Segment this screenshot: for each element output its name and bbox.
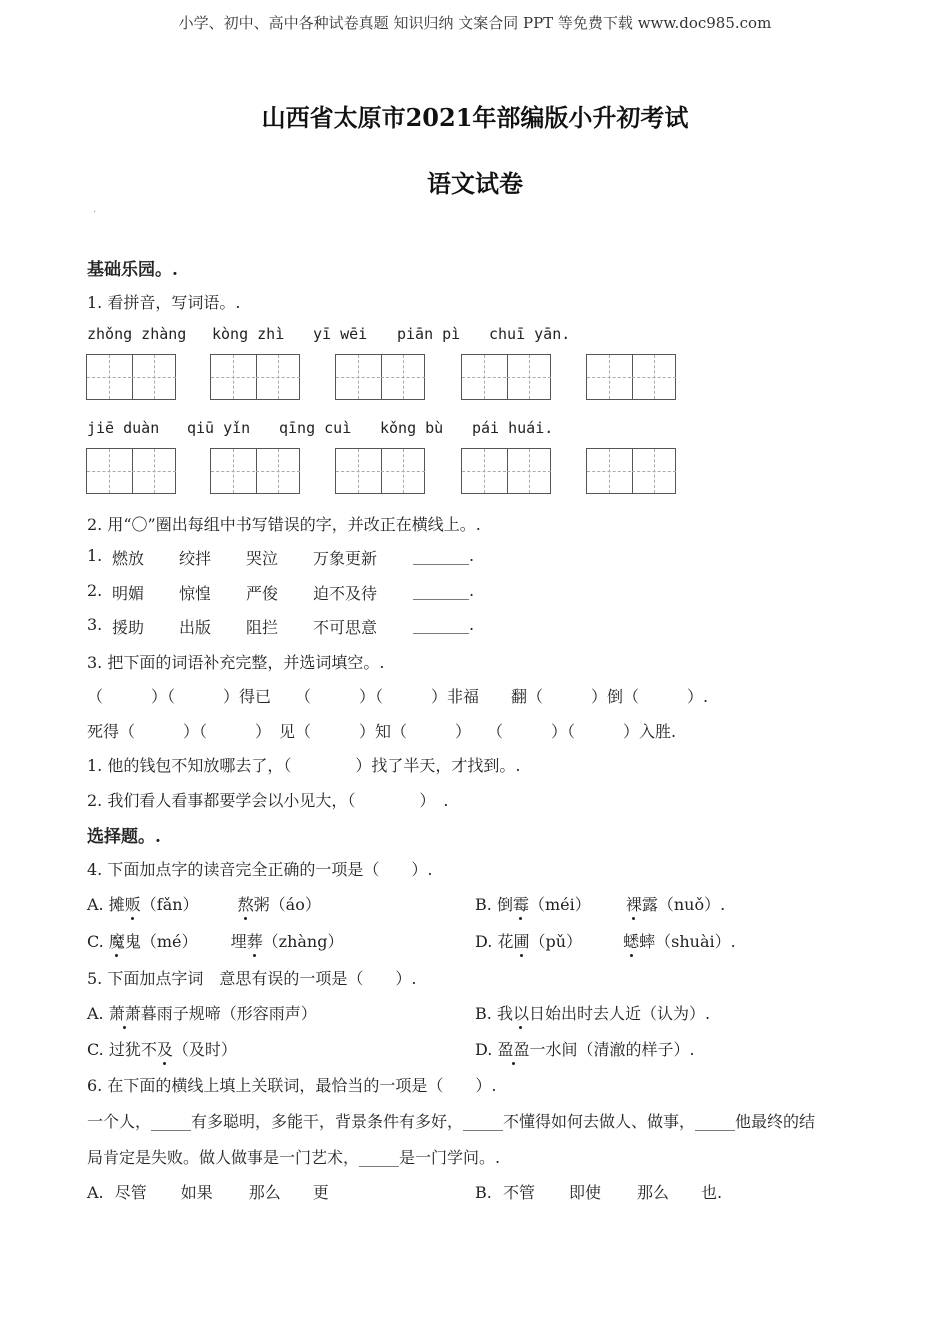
pinyin-6: jiē duàn — [87, 419, 160, 437]
q2-row-number: 3. — [87, 615, 103, 634]
section-choice: 选择题。. — [87, 827, 161, 847]
q2-row-number: 2. — [87, 581, 103, 600]
q2-word: 不可思意 — [313, 618, 378, 637]
pinyin-9: kǒng bù — [380, 419, 444, 437]
q2-word: 迫不及待 — [313, 584, 378, 603]
q2-word: 阻拦 — [246, 618, 279, 637]
q5-option-d[interactable]: D. 盈盈一水间（清澈的样子）. — [475, 1037, 695, 1060]
exam-title: 山西省太原市2021年部编版小升初考试 — [261, 103, 689, 132]
writing-grid[interactable] — [210, 354, 300, 400]
question-5: 5. 下面加点字词 意思有误的一项是（ ）. — [87, 969, 417, 988]
q6-passage-line-2: 局肯定是失败。做人做事是一门艺术，_____是一门学问。. — [87, 1148, 501, 1167]
q3-sentence-1: 1. 他的钱包不知放哪去了，（ ）找了半天，才找到。. — [87, 756, 521, 775]
q2-word: 援助 — [112, 618, 145, 637]
writing-grid[interactable] — [461, 448, 551, 494]
q2-answer-blank[interactable]: _______. — [413, 581, 475, 600]
writing-grid[interactable] — [586, 448, 676, 494]
q2-answer-blank[interactable]: _______. — [413, 615, 475, 634]
question-3: 3. 把下面的词语补充完整，并选词填空。. — [87, 653, 385, 672]
q6-option-a[interactable]: A. 尽管 如果 那么 更 — [87, 1183, 329, 1202]
q2-word: 绞拌 — [179, 549, 212, 568]
question-2: 2. 用“〇”圈出每组中书写错误的字，并改正在横线上。. — [87, 515, 481, 534]
section-basics: 基础乐园。. — [87, 260, 178, 280]
pinyin-2: kòng zhì — [212, 325, 285, 343]
q2-row-number: 1. — [87, 546, 103, 565]
writing-grid[interactable] — [335, 354, 425, 400]
site-header[interactable]: 小学、初中、高中各种试卷真题 知识归纳 文案合同 PPT 等免费下载 www.doc985.com — [178, 14, 772, 32]
q3-idiom-row-1: （ ）（ ）得已 （ ）（ ）非福 翻（ ）倒（ ）. — [87, 687, 709, 706]
writing-grid[interactable] — [461, 354, 551, 400]
q4-option-c[interactable]: C. 魔鬼（mé） 埋葬（zhàng） — [87, 929, 343, 952]
q2-word: 出版 — [179, 618, 212, 637]
pinyin-10: pái huái. — [472, 419, 554, 437]
pinyin-8: qīng cuì — [279, 419, 352, 437]
q2-word: 严俊 — [246, 584, 279, 603]
q4-option-d[interactable]: D. 花圃（pǔ） 蟋蟀（shuài）. — [475, 929, 736, 952]
pinyin-4: piān pì — [397, 325, 461, 343]
exam-subtitle: 语文试卷 — [427, 169, 523, 198]
pinyin-7: qiū yǐn — [187, 419, 251, 437]
q2-word: 惊惶 — [179, 584, 212, 603]
writing-grid[interactable] — [86, 354, 176, 400]
q4-option-a[interactable]: A. 摊贩（fǎn） 熬粥（áo） — [87, 892, 321, 915]
writing-grid[interactable] — [210, 448, 300, 494]
pinyin-1: zhǒng zhàng — [87, 325, 187, 343]
q4-option-b[interactable]: B. 倒霉（méi） 裸露（nuǒ）. — [475, 892, 725, 915]
q5-option-a[interactable]: A. 萧萧暮雨子规啼（形容雨声） — [87, 1001, 317, 1024]
writing-grid[interactable] — [335, 448, 425, 494]
q6-passage-line-1: 一个人，_____有多聪明，多能干，背景条件有多好，_____不懂得如何去做人、做事，_____他最终的结 — [87, 1112, 816, 1131]
pinyin-3: yī wēi — [313, 325, 368, 343]
question-4: 4. 下面加点字的读音完全正确的一项是（ ）. — [87, 860, 433, 879]
q5-option-c[interactable]: C. 过犹不及（及时） — [87, 1037, 237, 1060]
q6-option-b[interactable]: B. 不管 即使 那么 也. — [475, 1183, 723, 1202]
writing-grid[interactable] — [586, 354, 676, 400]
q2-word: 哭泣 — [246, 549, 279, 568]
q5-option-b[interactable]: B. 我以日始出时去人近（认为）. — [475, 1001, 710, 1024]
question-1: 1. 看拼音，写词语。. — [87, 293, 241, 312]
q2-word: 燃放 — [112, 549, 145, 568]
q3-idiom-row-2: 死得（ ）（ ） 见（ ）知（ ） （ ）（ ）入胜. — [87, 722, 677, 741]
pinyin-5: chuī yān. — [489, 325, 571, 343]
q2-word: 万象更新 — [313, 549, 378, 568]
q3-sentence-2: 2. 我们看人看事都要学会以小见大，（ ） . — [87, 791, 449, 810]
q2-answer-blank[interactable]: _______. — [413, 546, 475, 565]
q2-word: 明媚 — [112, 584, 145, 603]
question-6: 6. 在下面的横线上填上关联词，最恰当的一项是（ ）. — [87, 1076, 497, 1095]
stray-dot: . — [93, 204, 97, 215]
writing-grid[interactable] — [86, 448, 176, 494]
